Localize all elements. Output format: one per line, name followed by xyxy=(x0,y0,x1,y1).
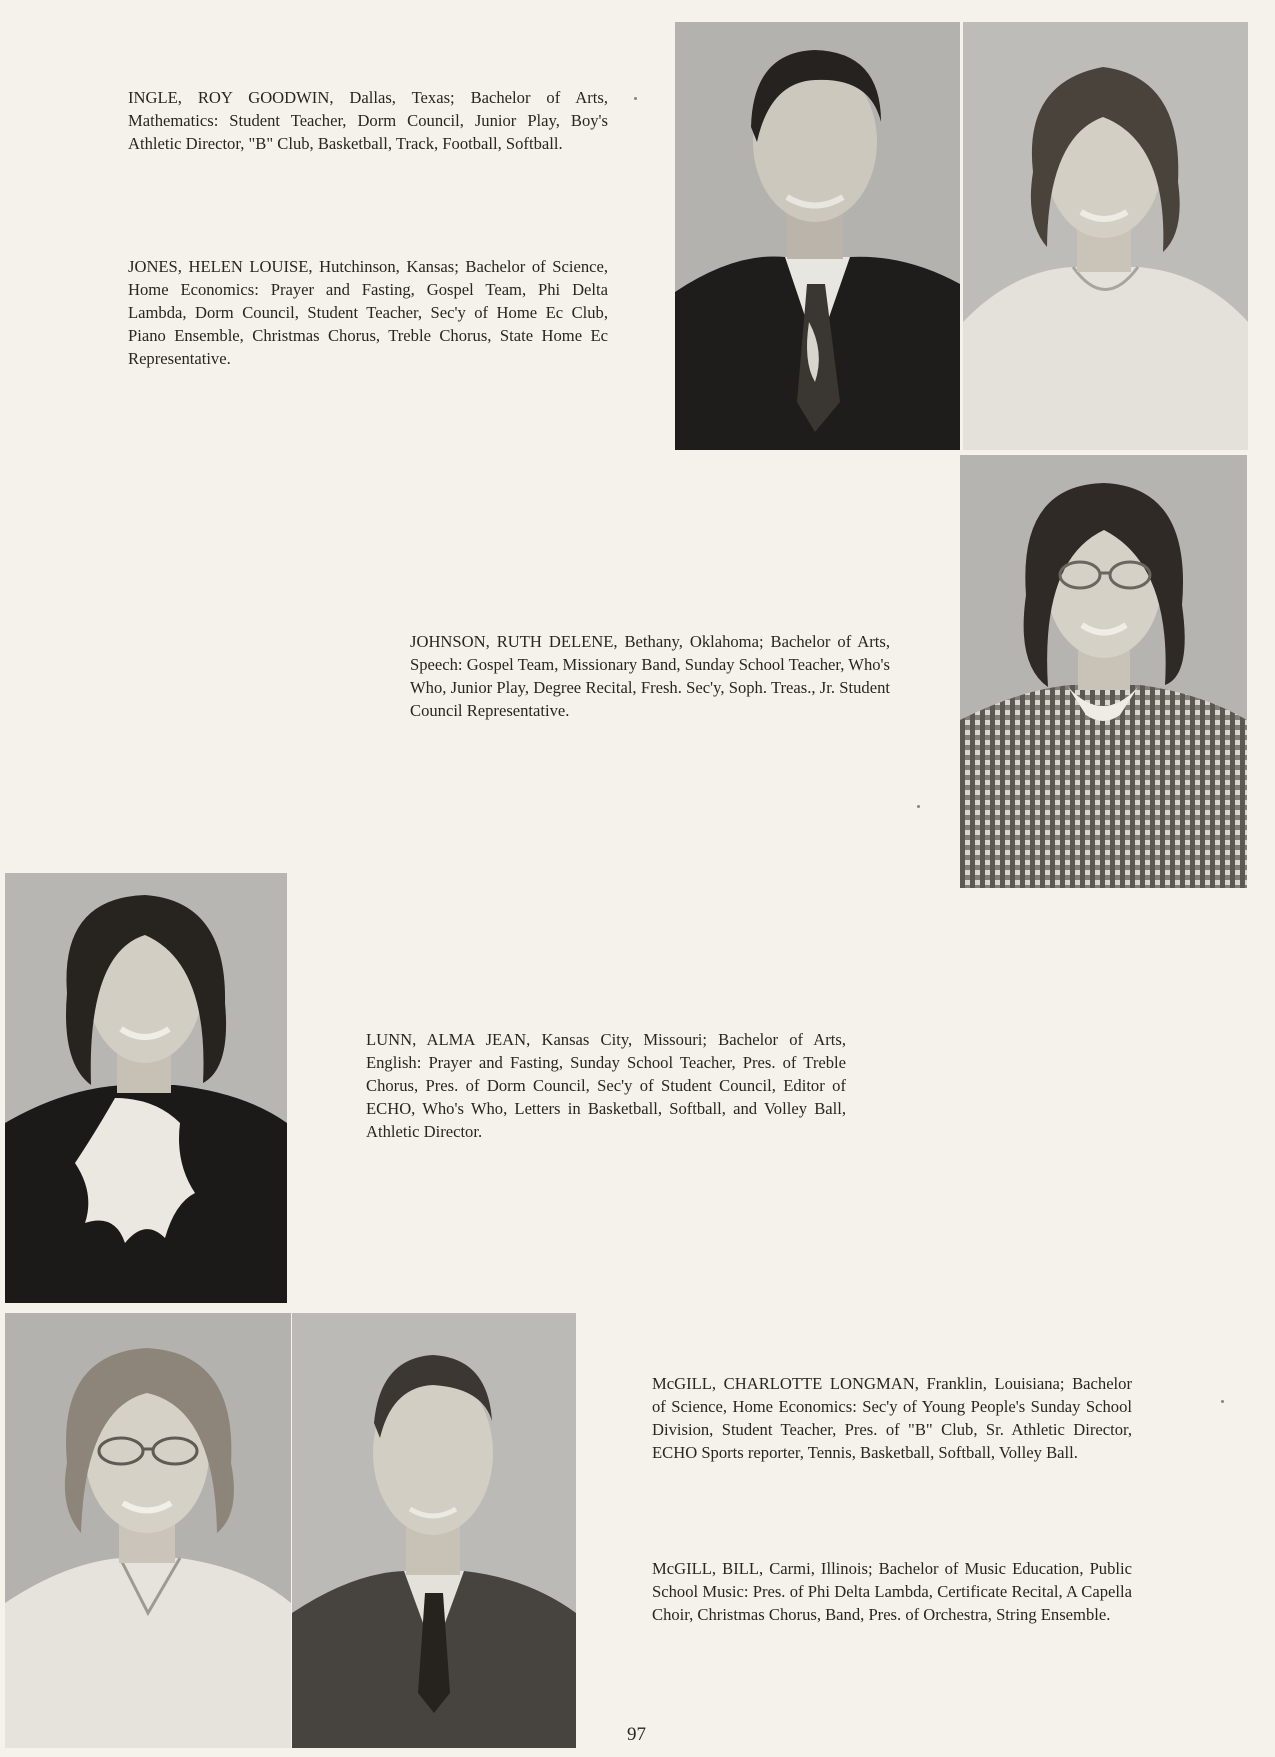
portrait-photo-ingle xyxy=(675,22,960,450)
print-speck xyxy=(1221,1400,1224,1403)
portrait-photo-jones xyxy=(963,22,1248,450)
portrait-photo-mcgill-charlotte xyxy=(5,1313,291,1748)
bio-ingle: INGLE, ROY GOODWIN, Dallas, Texas; Bachelor of Arts, Mathematics: Student Teacher, Dorm Council, Junior Play, Boy's Athletic Director, "B" Club, Basketball, Track, Football, Softball. xyxy=(128,88,608,153)
print-speck xyxy=(917,805,920,808)
page-number: 97 xyxy=(627,1724,646,1745)
bio-lunn: LUNN, ALMA JEAN, Kansas City, Missouri; Bachelor of Arts, English: Prayer and Fasting, Sunday School Teacher, Pres. of Treble Chorus, Pres. of Dorm Council, Sec'y of Student Council, Editor of ECHO, Who's Who, Letters in Basketball, Softball, and Volley Ball, Athletic Director. xyxy=(366,1030,846,1141)
bio-mcgill-charlotte: McGILL, CHARLOTTE LONGMAN, Franklin, Louisiana; Bachelor of Science, Home Economics: Sec'y of Young People's Sunday School Division, Student Teacher, Pres. of "B" Club, Sr. Athletic Director, ECHO Sports reporter, Tennis, Basketball, Softball, Volley Ball. xyxy=(652,1374,1132,1462)
portrait-photo-johnson xyxy=(960,455,1247,888)
print-speck xyxy=(634,97,637,100)
bio-mcgill-bill: McGILL, BILL, Carmi, Illinois; Bachelor of Music Education, Public School Music: Pres. of Phi Delta Lambda, Certificate Recital, A Capella Choir, Christmas Chorus, Band, Pres. of Orchestra, String Ensemble. xyxy=(652,1559,1132,1624)
portrait-photo-mcgill-bill xyxy=(292,1313,576,1748)
bio-johnson: JOHNSON, RUTH DELENE, Bethany, Oklahoma; Bachelor of Arts, Speech: Gospel Team, Missionary Band, Sunday School Teacher, Who's Who, Junior Play, Degree Recital, Fresh. Sec'y, Soph. Treas., Jr. Student Council Representative. xyxy=(410,632,890,720)
bio-jones: JONES, HELEN LOUISE, Hutchinson, Kansas; Bachelor of Science, Home Economics: Prayer and Fasting, Gospel Team, Phi Delta Lambda, Dorm Council, Student Teacher, Sec'y of Home Ec Club, Piano Ensemble, Christmas Chorus, Treble Chorus, State Home Ec Representative. xyxy=(128,257,608,368)
portrait-photo-lunn xyxy=(5,873,287,1303)
